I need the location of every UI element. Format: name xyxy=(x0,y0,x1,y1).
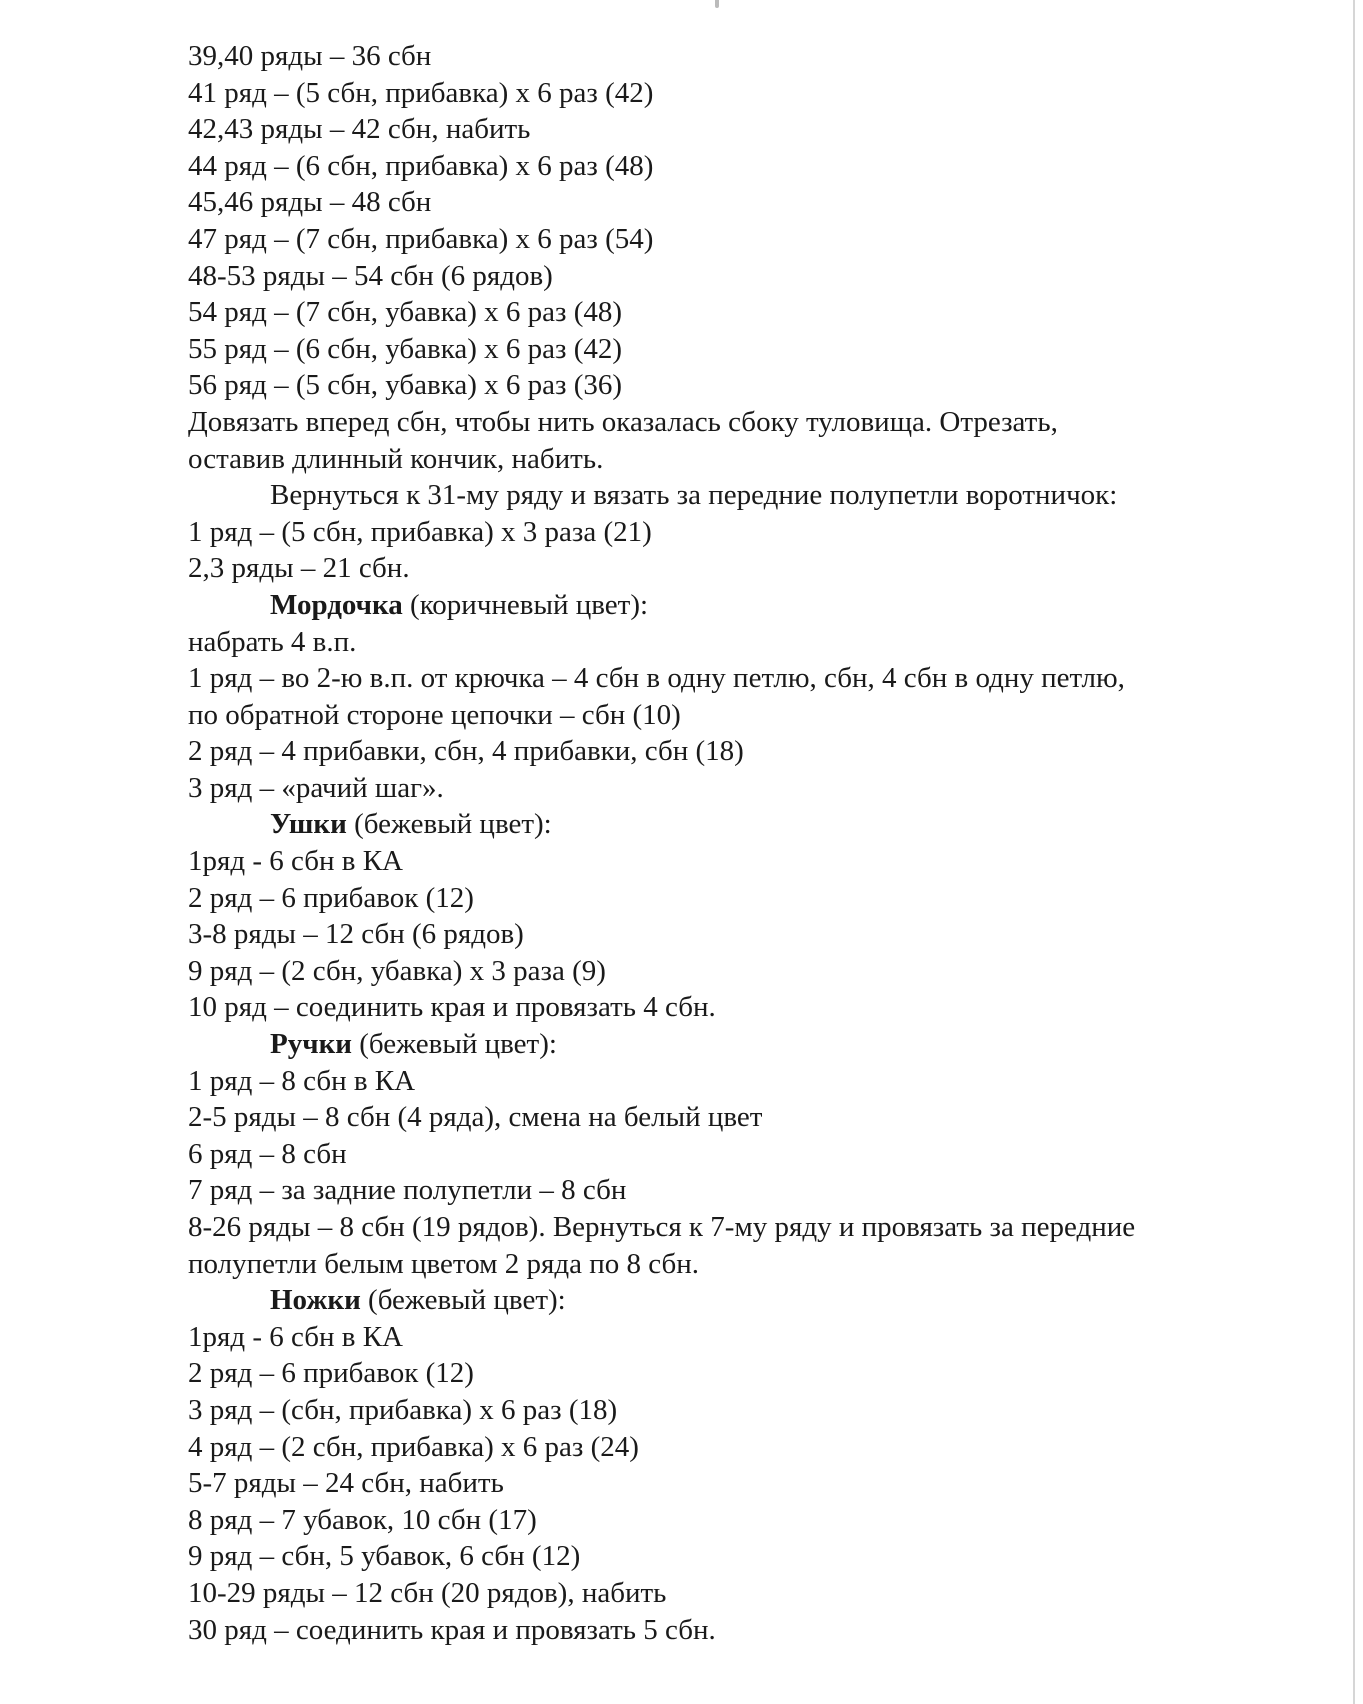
line-text: 3 ряд – «рачий шаг». xyxy=(188,771,444,804)
line-text: 8 ряд – 7 убавок, 10 сбн (17) xyxy=(188,1503,537,1536)
line-text: 9 ряд – сбн, 5 убавок, 6 сбн (12) xyxy=(188,1540,581,1573)
pattern-line xyxy=(188,770,1328,807)
line-text: 1 ряд – во 2-ю в.п. от крючка – 4 сбн в одну петлю, сбн, 4 сбн в одну петлю, xyxy=(188,662,1125,695)
line-text: 10 ряд – соединить края и провязать 4 сбн. xyxy=(188,991,716,1024)
line-text: 2 ряд – 4 прибавки, сбн, 4 прибавки, сбн (18) xyxy=(188,735,744,768)
line-text: 10-29 ряды – 12 сбн (20 рядов), набить xyxy=(188,1576,667,1609)
line-text: 1ряд - 6 сбн в КА xyxy=(188,845,403,878)
line-text: 3-8 ряды – 12 сбн (6 рядов) xyxy=(188,918,524,951)
line-text: оставив длинный кончик, набить. xyxy=(188,442,604,475)
line-text: 1 ряд – 8 сбн в КА xyxy=(188,1064,416,1097)
pattern-line xyxy=(188,367,1328,404)
section-heading xyxy=(188,1026,1328,1063)
pattern-line xyxy=(188,404,1328,441)
pattern-line xyxy=(188,624,1328,661)
line-text: 2 ряд – 6 прибавок (12) xyxy=(188,1357,474,1390)
pattern-line xyxy=(188,1392,1328,1429)
line-text: набрать 4 в.п. xyxy=(188,625,357,658)
line-text: 54 ряд – (7 сбн, убавка) х 6 раз (48) xyxy=(188,296,623,329)
pattern-line xyxy=(188,221,1328,258)
line-text: 42,43 ряды – 42 сбн, набить xyxy=(188,113,531,146)
line-text: 2,3 ряды – 21 сбн. xyxy=(188,552,410,585)
line-text: 41 ряд – (5 сбн, прибавка) х 6 раз (42) xyxy=(188,76,654,109)
pattern-line xyxy=(188,441,1328,478)
pattern-line xyxy=(188,697,1328,734)
section-color-note: (бежевый цвет): xyxy=(352,1028,557,1061)
line-text: 44 ряд – (6 сбн, прибавка) х 6 раз (48) xyxy=(188,149,654,182)
pattern-line xyxy=(188,184,1328,221)
pattern-line xyxy=(188,258,1328,295)
pattern-line xyxy=(188,1575,1328,1612)
pattern-line xyxy=(188,514,1328,551)
line-text: 2 ряд – 6 прибавок (12) xyxy=(188,881,474,914)
line-text: 1ряд - 6 сбн в КА xyxy=(188,1320,403,1353)
pattern-line xyxy=(188,331,1328,368)
pattern-line xyxy=(188,1246,1328,1283)
section-title: Мордочка xyxy=(270,588,403,621)
line-text: 9 ряд – (2 сбн, убавка) х 3 раза (9) xyxy=(188,954,606,987)
line-text: 7 ряд – за задние полупетли – 8 сбн xyxy=(188,1174,627,1207)
pattern-line xyxy=(188,477,1328,514)
pattern-line xyxy=(188,1502,1328,1539)
line-text: 39,40 ряды – 36 сбн xyxy=(188,40,432,72)
pattern-line xyxy=(188,1465,1328,1502)
pattern-line xyxy=(188,953,1328,990)
line-text: 30 ряд – соединить края и провязать 5 сбн. xyxy=(188,1613,716,1646)
pattern-line xyxy=(188,1063,1328,1100)
pattern-line xyxy=(188,916,1328,953)
line-text: 6 ряд – 8 сбн xyxy=(188,1137,347,1170)
pattern-line xyxy=(188,1429,1328,1466)
pattern-line xyxy=(188,733,1328,770)
line-text: 2-5 ряды – 8 сбн (4 ряда), смена на белый цвет xyxy=(188,1101,763,1134)
pattern-line xyxy=(188,75,1328,112)
line-text: 55 ряд – (6 сбн, убавка) х 6 раз (42) xyxy=(188,332,623,365)
pattern-line xyxy=(188,1136,1328,1173)
pattern-line xyxy=(188,1355,1328,1392)
pattern-line xyxy=(188,660,1328,697)
line-text: по обратной стороне цепочки – сбн (10) xyxy=(188,698,681,731)
pattern-line xyxy=(188,1172,1328,1209)
pattern-line xyxy=(188,38,1328,75)
pattern-line xyxy=(188,148,1328,185)
section-title: Ушки xyxy=(270,808,347,841)
section-heading xyxy=(188,806,1328,843)
line-text: 3 ряд – (сбн, прибавка) х 6 раз (18) xyxy=(188,1393,618,1426)
line-text: 48-53 ряды – 54 сбн (6 рядов) xyxy=(188,259,553,292)
pattern-line xyxy=(188,111,1328,148)
section-color-note: (коричневый цвет): xyxy=(402,588,649,621)
section-title: Ножки xyxy=(270,1284,361,1317)
pattern-line xyxy=(188,843,1328,880)
section-color-note: (бежевый цвет): xyxy=(346,808,552,841)
section-color-note: (бежевый цвет): xyxy=(360,1284,566,1317)
pattern-line xyxy=(188,989,1328,1026)
line-text: 4 ряд – (2 сбн, прибавка) х 6 раз (24) xyxy=(188,1430,639,1463)
line-text: Довязать вперед сбн, чтобы нить оказалась сбоку туловища. Отрезать, xyxy=(188,405,1058,438)
line-text: Вернуться к 31-му ряду и вязать за передние полупетли воротничок: xyxy=(270,479,1118,512)
pattern-line xyxy=(188,1319,1328,1356)
line-text: 5-7 ряды – 24 сбн, набить xyxy=(188,1467,504,1500)
line-text: 45,46 ряды – 48 сбн xyxy=(188,186,432,219)
page-top-mark xyxy=(715,0,719,8)
line-text: 8-26 ряды – 8 сбн (19 рядов). Вернуться к 7-му ряду и провязать за передние xyxy=(188,1211,1136,1243)
line-text: полупетли белым цветом 2 ряда по 8 сбн. xyxy=(188,1247,699,1280)
pattern-line xyxy=(188,1099,1328,1136)
page-edge-divider xyxy=(1353,0,1355,1704)
pattern-line xyxy=(188,1209,1328,1246)
pattern-line xyxy=(188,1538,1328,1575)
section-heading xyxy=(188,1282,1328,1319)
section-heading xyxy=(188,587,1328,624)
pattern-line xyxy=(188,880,1328,917)
line-text: 56 ряд – (5 сбн, убавка) х 6 раз (36) xyxy=(188,369,623,402)
pattern-text xyxy=(188,38,1328,1648)
pattern-line xyxy=(188,294,1328,331)
section-title: Ручки xyxy=(270,1028,352,1061)
pattern-line xyxy=(188,1612,1328,1649)
line-text: 1 ряд – (5 сбн, прибавка) х 3 раза (21) xyxy=(188,515,652,548)
pattern-line xyxy=(188,550,1328,587)
line-text: 47 ряд – (7 сбн, прибавка) х 6 раз (54) xyxy=(188,222,654,255)
